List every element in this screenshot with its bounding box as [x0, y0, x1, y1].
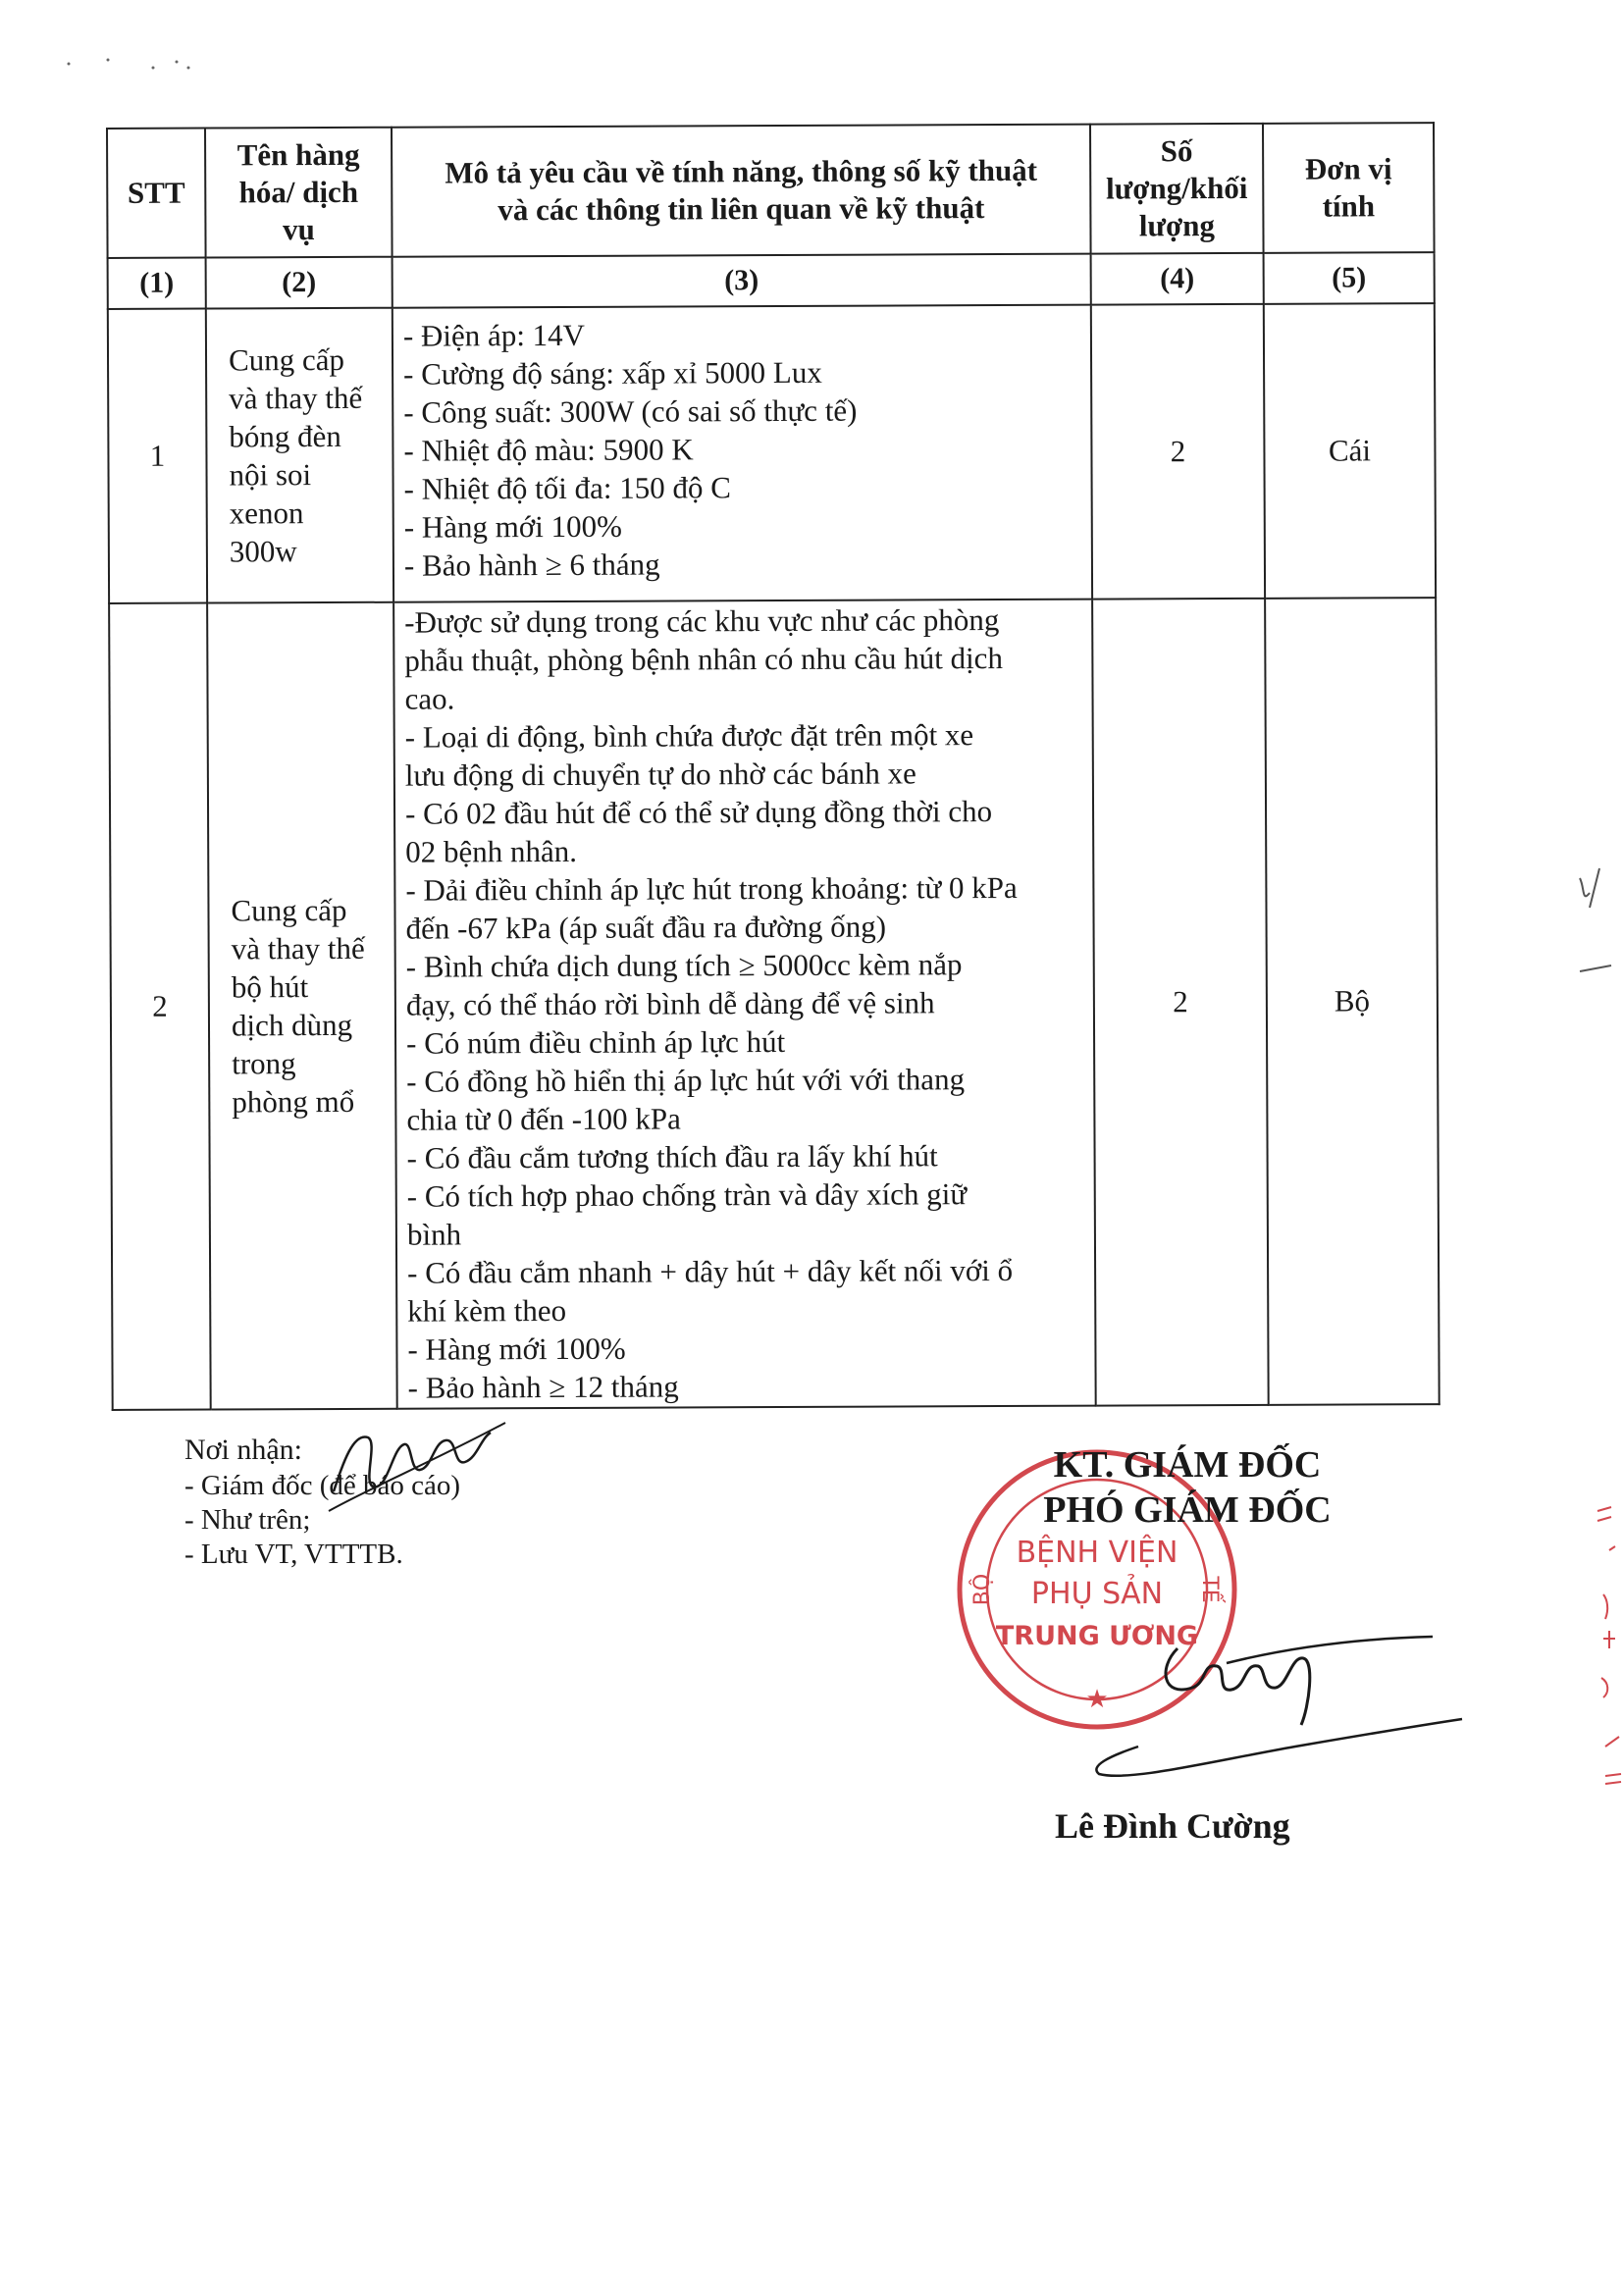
column-number: (1): [108, 258, 206, 309]
stamp-star-icon: ★: [1085, 1685, 1109, 1714]
row-stt: 2: [109, 603, 211, 1410]
initials-signature: [314, 1393, 510, 1521]
row-unit: Bộ: [1265, 598, 1440, 1405]
column-number: (4): [1091, 253, 1264, 305]
recipient-item: - Lưu VT, VTTTB.: [184, 1539, 403, 1570]
row-description: - Điện áp: 14V - Cường độ sáng: xấp xỉ 5000 Lux - Công suất: 300W (có sai số thực tế) - Nhiệt độ màu: 5900 K - Nhiệt độ tối đa: 150 độ C - Hàng mới 100% - Bảo hành ≥ 6 tháng: [393, 305, 1092, 602]
stamp-text-line3: TRUNG ƯƠNG: [995, 1621, 1199, 1651]
scan-specks: [59, 44, 206, 74]
row-unit: Cái: [1264, 303, 1436, 599]
row-item-name: Cung cấp và thay thế bóng đèn nội soi xenon 300w: [206, 308, 393, 603]
stamp-text-line1: BỆNH VIỆN: [1016, 1536, 1178, 1570]
recipient-item: - Như trên;: [184, 1504, 311, 1536]
recipients-title: Nơi nhận:: [184, 1434, 303, 1466]
row-quantity: 2: [1091, 304, 1265, 600]
row-description: -Được sử dụng trong các khu vực như các phòng phẫu thuật, phòng bệnh nhân có nhu cầu hút dịch cao. - Loại di động, bình chứa được đặt trên một xe lưu động di chuyển tự do nhờ các bánh xe - Có 02 đầu hút để có thể sử dụng đồng thời cho 02 bệnh nhân. - Dải điều chỉnh áp lực hút trong khoảng: từ 0 kPa đến -67 kPa (áp suất đầu ra đường ống) - Bình chứa dịch dung tích ≥ 5000cc kèm nắp đạy, có thể tháo rời bình dễ dàng để vệ sinh - Có núm điều chỉnh áp lực hút - Có đồng hồ hiển thị áp lực hút với với thang chia từ 0 đến -100 kPa - Có đầu cắm tương thích đầu ra lấy khí hút - Có tích hợp phao chống tràn và dây xích giữ bình - Có đầu cắm nhanh + dây hút + dây kết nối với ổ khí kèm theo - Hàng mới 100% - Bảo hành ≥ 12 tháng: [393, 600, 1096, 1409]
table-row: [109, 598, 1440, 1410]
column-number: (2): [206, 257, 393, 309]
header-quantity: Số lượng/khối lượng: [1090, 124, 1264, 254]
column-number-row: [108, 252, 1435, 309]
stamp-text-left: BỘ: [970, 1573, 995, 1606]
column-number: (5): [1264, 252, 1435, 304]
table-row: [108, 303, 1436, 603]
row-item-name: Cung cấp và thay thế bộ hút dịch dùng trong phòng mổ: [207, 602, 397, 1410]
recipient-item: - Giám đốc (để báo cáo): [184, 1470, 461, 1501]
signature-title-line2: PHÓ GIÁM ĐỐC: [1043, 1489, 1332, 1531]
table-header-row: [107, 123, 1435, 258]
row-quantity: 2: [1092, 599, 1269, 1406]
header-unit: Đơn vị tính: [1263, 123, 1435, 253]
header-name: Tên hàng hóa/ dịch vụ: [205, 128, 393, 258]
signature-title-block: [981, 1442, 1393, 1533]
stamp-text-line2: PHỤ SẢN: [1030, 1577, 1164, 1611]
row-stt: 1: [108, 309, 207, 603]
column-number: (3): [393, 254, 1091, 308]
signer-name: Lê Đình Cường: [1055, 1806, 1290, 1846]
edge-scan-marks: [1560, 863, 1623, 1805]
spec-table: [106, 122, 1440, 1411]
header-stt: STT: [107, 129, 206, 258]
handwritten-signature: [1070, 1609, 1482, 1786]
header-description: Mô tả yêu cầu về tính năng, thông số kỹ thuật và các thông tin liên quan về kỹ thuật: [392, 125, 1091, 257]
stamp-text-right: TẾ: [1197, 1576, 1222, 1603]
signature-title-line1: KT. GIÁM ĐỐC: [1053, 1444, 1322, 1486]
